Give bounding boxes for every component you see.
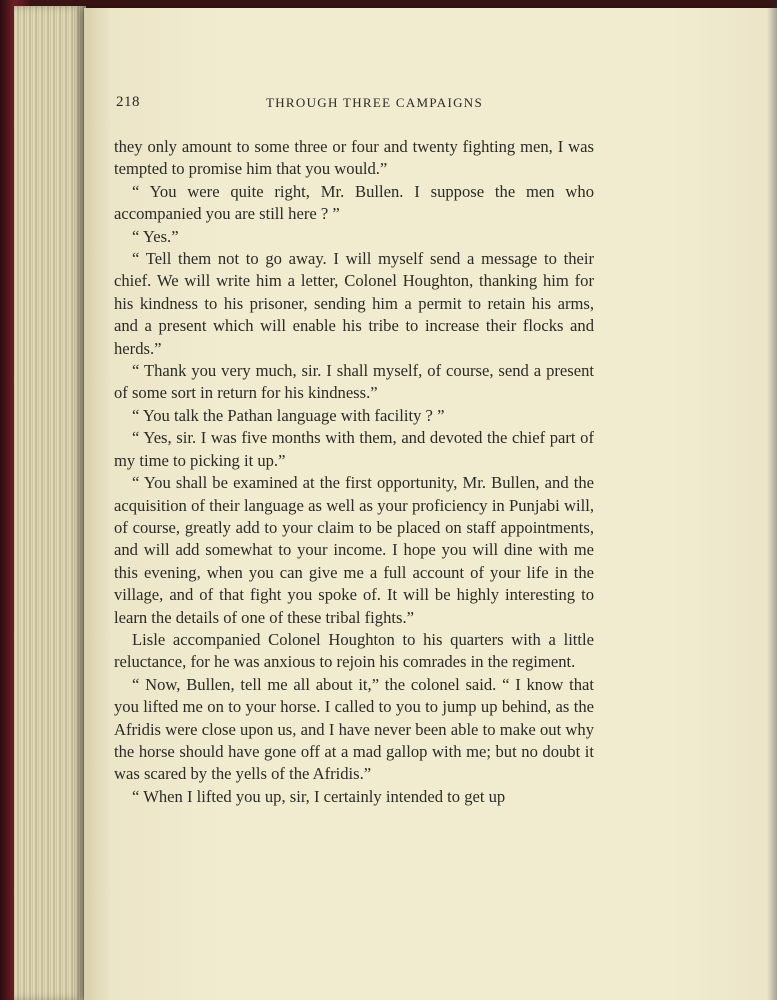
right-edge-shadow	[767, 0, 777, 1000]
paragraph: “ Now, Bullen, tell me all about it,” the colonel said. “ I know that you lifted me on to your horse. I called to you to jump up behind, as the Afridis were close upon us, and I have never been able to make out why the horse should have gone off at a mad gallop with me; but no doubt it was scared by the yells of the Afridis.”	[114, 674, 594, 784]
running-title: THROUGH THREE CAMPAIGNS	[266, 95, 483, 110]
paragraph: “ You talk the Pathan language with facility ? ”	[132, 405, 445, 425]
paragraph: “ Thank you very much, sir. I shall myself, of course, send a present of some sort in return for his kindness.”	[114, 361, 594, 403]
paragraph: “ When I lifted you up, sir, I certainly intended to get up	[132, 786, 506, 806]
paragraph: Lisle accompanied Colonel Houghton to his quarters with a little reluctance, for he was anxious to rejoin his comrades in the regiment.	[114, 629, 594, 672]
body-text	[114, 136, 594, 808]
paragraph: “ Yes.”	[132, 226, 179, 246]
paragraph: “ Yes, sir. I was five months with them, and devoted the chief part of my time to picking it up.”	[114, 428, 594, 470]
paragraph: they only amount to some three or four and twenty fighting men, I was tempted to promise him that you would.”	[114, 137, 594, 179]
paragraph: “ You shall be examined at the first opportunity, Mr. Bullen, and the acquisition of their language as well as your proficiency in Punjabi will, of course, greatly add to your claim to be placed on staff appointments, and will add somewhat to your income. I hope you will dine with me this evening, when you can give me a full account of your life in the village, and of that fight you spoke of. It will be highly interesting to learn the details of one of these tribal fights.”	[114, 473, 594, 627]
paragraph: “ You were quite right, Mr. Bullen. I suppose the men who accompanied you are still here ? ”	[114, 181, 594, 224]
paragraph: “ Tell them not to go away. I will myself send a message to their chief. We will write him a letter, Colonel Houghton, thanking him for his kindness to his prisoner, sending him a permit to retain his arms, and a present which will enable his tribe to increase their flocks and herds.”	[114, 249, 594, 358]
page-number: 218	[116, 94, 140, 110]
page-edges	[14, 6, 86, 1000]
